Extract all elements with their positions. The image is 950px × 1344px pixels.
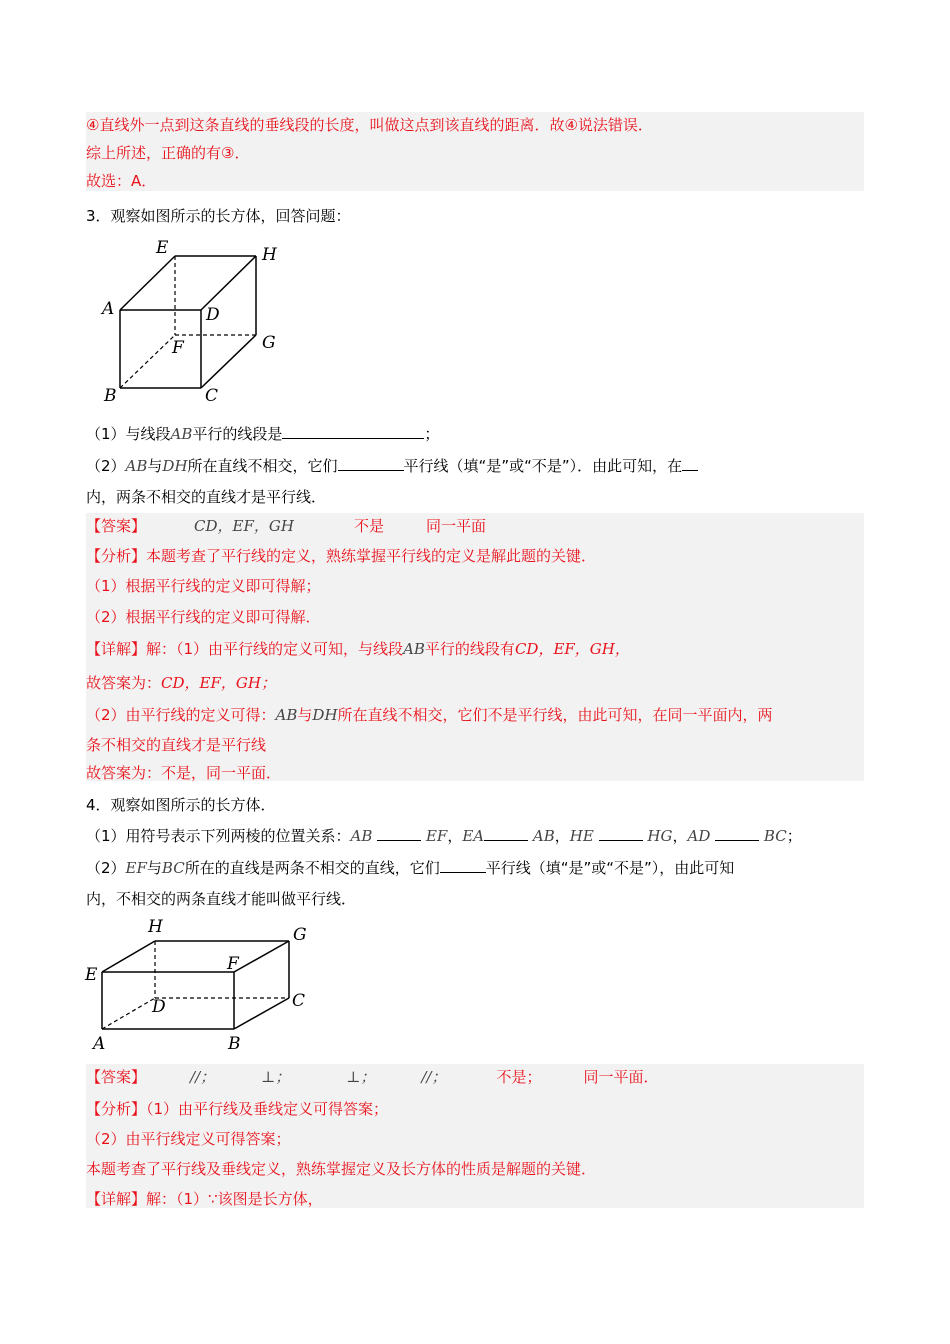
q4-blank-2[interactable]: [484, 826, 528, 841]
q4-blank-5[interactable]: [440, 858, 486, 873]
q4-part2: （2）EF与BC所在的直线是两条不相交的直线，它们 平行线（填“是”或“不是”），由此可知: [86, 859, 735, 877]
q3-part2: （2）AB与DH所在直线不相交，它们 平行线（填“是”或“不是”）．由此可知，在: [86, 455, 698, 477]
q4-blank-1[interactable]: [377, 826, 421, 841]
label-E: E: [156, 238, 169, 258]
q4-analysis-c: 本题考查了平行线及垂线定义，熟练掌握定义及长方体的性质是解题的关键．: [86, 1160, 597, 1178]
q3-analysis-1: （1）根据平行线的定义即可得解；: [86, 577, 321, 595]
q4-analysis-b: （2）由平行线定义可得答案；: [86, 1130, 291, 1148]
q3-stem: 3．观察如图所示的长方体，回答问题：: [86, 207, 351, 225]
top-line-3: 故选：A．: [86, 172, 157, 190]
q3-answer-2: 故答案为：不是，同一平面．: [86, 764, 282, 782]
q3-blank-1[interactable]: [282, 424, 424, 439]
q4-blank-4[interactable]: [715, 826, 759, 841]
q4-part1: （1）用符号表示下列两棱的位置关系：AB EF，EA AB，HE HG，AD BC；: [86, 827, 802, 845]
q4-stem: 4．观察如图所示的长方体．: [86, 796, 276, 814]
q4-part2-cont: 内，不相交的两条直线才能叫做平行线．: [86, 890, 357, 908]
top-line-1: ④直线外一点到这条直线的垂线段的长度，叫做这点到该直线的距离．故④说法错误．: [86, 116, 653, 134]
label-F: F: [227, 954, 239, 974]
q3-answer-1: 故答案为：CD，EF，GH；: [86, 674, 276, 692]
label-F: F: [172, 338, 184, 358]
q3-blank-2[interactable]: [338, 456, 404, 471]
q3-part2-cont: 内，两条不相交的直线才是平行线．: [86, 488, 327, 506]
label-H: H: [262, 245, 277, 265]
label-D: D: [152, 997, 166, 1017]
label-A: A: [102, 299, 115, 319]
label-C: C: [205, 386, 219, 406]
edge-FG: [234, 941, 289, 972]
label-D: D: [206, 305, 220, 325]
q4-detail: 【详解】解：（1）∵该图是长方体，: [86, 1190, 323, 1208]
edge-AD-dashed: [102, 998, 155, 1029]
label-C: C: [292, 991, 306, 1011]
top-line-2: 综上所述，正确的有③．: [86, 144, 250, 162]
q3-detail-2-cont: 条不相交的直线才是平行线: [86, 736, 267, 754]
q3-analysis: 【分析】本题考查了平行线的定义，熟练掌握平行线的定义是解此题的关键．: [86, 547, 597, 565]
label-H: H: [148, 917, 163, 937]
label-E: E: [85, 965, 98, 985]
q3-answer: 【答案】 CD，EF，GH 不是 同一平面: [86, 517, 486, 535]
label-G: G: [293, 925, 307, 945]
label-A: A: [93, 1034, 106, 1054]
label-B: B: [228, 1034, 241, 1054]
label-G: G: [262, 333, 276, 353]
q4-cuboid-figure: [82, 912, 322, 1057]
edge-CG: [201, 335, 256, 388]
q3-detail-2: （2）由平行线的定义可得：AB与DH所在直线不相交，它们不是平行线，由此可知，在同一平面内，两: [86, 706, 773, 724]
q4-blank-3[interactable]: [599, 826, 643, 841]
q3-blank-3[interactable]: [682, 456, 698, 471]
q3-cuboid-figure: [98, 236, 298, 408]
edge-EH: [102, 941, 155, 972]
edge-BF-dashed: [120, 335, 175, 388]
edge-BC: [234, 998, 289, 1029]
edge-AE: [120, 256, 175, 310]
q4-answer: 【答案】 //； ⊥； ⊥； //； 不是； 同一平面．: [86, 1068, 659, 1086]
q4-analysis-a: 【分析】（1）由平行线及垂线定义可得答案；: [86, 1100, 389, 1118]
q3-part1: （1）与线段AB平行的线段是 ；: [86, 425, 440, 443]
q3-analysis-2: （2）根据平行线的定义即可得解．: [86, 608, 321, 626]
edge-DH: [201, 256, 256, 310]
q3-detail: 【详解】解：（1）由平行线的定义可知，与线段AB平行的线段有CD，EF，GH，: [86, 640, 630, 658]
label-B: B: [104, 386, 117, 406]
